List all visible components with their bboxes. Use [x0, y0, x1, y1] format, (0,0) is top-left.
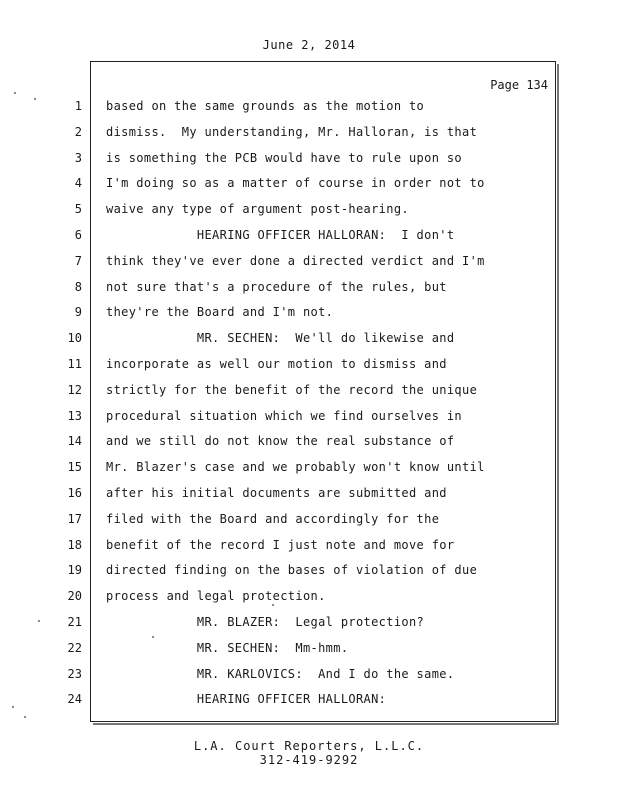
transcript-line: HEARING OFFICER HALLORAN: I don't [106, 228, 455, 242]
line-number: 2 [74, 125, 82, 139]
transcript-line: MR. BLAZER: Legal protection? [106, 615, 425, 629]
transcript-line: is something the PCB would have to rule upon so [106, 151, 463, 165]
transcript-line: after his initial documents are submitted and [106, 486, 447, 500]
transcript-line: HEARING OFFICER HALLORAN: [106, 692, 387, 706]
transcript-line: Mr. Blazer's case and we probably won't know until [106, 460, 485, 474]
line-number: 24 [67, 692, 82, 706]
transcript-line: process and legal protection. [106, 589, 326, 603]
line-number: 12 [67, 383, 82, 397]
scan-speck [14, 92, 16, 94]
transcript-line: filed with the Board and accordingly for the [106, 512, 440, 526]
line-number: 8 [74, 280, 82, 294]
transcript-line: incorporate as well our motion to dismiss and [106, 357, 447, 371]
scan-speck [34, 98, 36, 100]
scan-speck [24, 716, 26, 718]
line-number: 19 [67, 563, 82, 577]
line-number: 16 [67, 486, 82, 500]
transcript-line: MR. SECHEN: Mm-hmm. [106, 641, 349, 655]
transcript-line: strictly for the benefit of the record the unique [106, 383, 478, 397]
page-number: Page 134 [490, 78, 548, 92]
line-number: 21 [67, 615, 82, 629]
line-number: 10 [67, 331, 82, 345]
transcript-date: June 2, 2014 [262, 38, 356, 52]
line-number: 4 [74, 176, 82, 190]
line-number: 14 [67, 434, 82, 448]
line-number: 6 [74, 228, 82, 242]
transcript-line: think they've ever done a directed verdict and I'm [106, 254, 485, 268]
line-number: 3 [74, 151, 82, 165]
transcript-line: they're the Board and I'm not. [106, 305, 334, 319]
transcript-line: based on the same grounds as the motion to [106, 99, 425, 113]
line-number: 23 [67, 667, 82, 681]
transcript-line: and we still do not know the real substance of [106, 434, 455, 448]
transcript-line: waive any type of argument post-hearing. [106, 202, 409, 216]
transcript-line: I'm doing so as a matter of course in order not to [106, 176, 485, 190]
line-number: 5 [74, 202, 82, 216]
scan-speck [272, 604, 274, 606]
transcript-line: benefit of the record I just note and move for [106, 538, 455, 552]
transcript-line: procedural situation which we find ourselves in [106, 409, 463, 423]
line-number: 17 [67, 512, 82, 526]
line-number: 1 [74, 99, 82, 113]
line-number: 13 [67, 409, 82, 423]
scan-speck [152, 636, 154, 638]
footer-phone: 312-419-9292 [259, 753, 359, 767]
line-number: 22 [67, 641, 82, 655]
line-number: 20 [67, 589, 82, 603]
line-number: 18 [67, 538, 82, 552]
footer-company: L.A. Court Reporters, L.L.C. [193, 739, 425, 753]
transcript-line: directed finding on the bases of violation of due [106, 563, 478, 577]
transcript-line: not sure that's a procedure of the rules, but [106, 280, 447, 294]
line-number: 7 [74, 254, 82, 268]
line-number: 9 [74, 305, 82, 319]
scan-speck [38, 620, 40, 622]
transcript-line: MR. KARLOVICS: And I do the same. [106, 667, 455, 681]
line-number: 15 [67, 460, 82, 474]
transcript-line: MR. SECHEN: We'll do likewise and [106, 331, 455, 345]
scan-speck [12, 706, 14, 708]
transcript-line: dismiss. My understanding, Mr. Halloran, is that [106, 125, 478, 139]
line-number: 11 [67, 357, 82, 371]
